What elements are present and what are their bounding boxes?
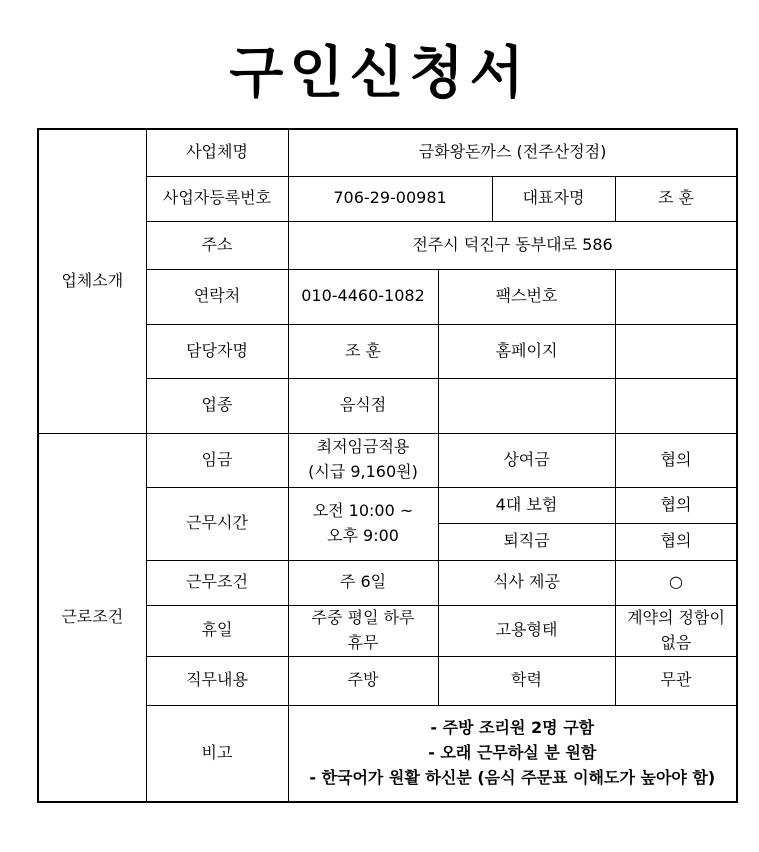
holiday-value: 주중 평일 하루 휴무	[288, 605, 438, 656]
severance-value: 협의	[615, 523, 737, 560]
hours-value: 오전 10:00 ~ 오후 9:00	[288, 487, 438, 560]
wage-label: 임금	[146, 433, 288, 487]
fax-label: 팩스번호	[438, 269, 615, 324]
empty-cell	[615, 378, 737, 433]
page-title: 구인신청서	[229, 40, 530, 106]
duty-value: 주방	[288, 656, 438, 705]
industry-value: 음식점	[288, 378, 438, 433]
employment-type-label: 고용형태	[438, 605, 615, 656]
reg-no-value: 706-29-00981	[288, 176, 492, 221]
remark-item: - 한국어가 원활 하신분 (음식 주문표 이해도가 높아야 함)	[309, 767, 716, 787]
conditions-section-label: 근로조건	[38, 433, 146, 802]
insurance-label: 4대 보험	[438, 487, 615, 523]
education-value: 무관	[615, 656, 737, 705]
empty-cell	[438, 378, 615, 433]
work-terms-value: 주 6일	[288, 560, 438, 605]
address-value: 전주시 덕진구 동부대로 586	[288, 221, 737, 269]
wage-value: 최저임금적용 (시급 9,160원)	[288, 433, 438, 487]
remarks-section-label: 비고	[146, 705, 288, 802]
bonus-value: 협의	[615, 433, 737, 487]
manager-value: 조 훈	[288, 324, 438, 378]
business-name-value: 금화왕돈까스 (전주산정점)	[288, 129, 737, 176]
bonus-label: 상여금	[438, 433, 615, 487]
homepage-label: 홈페이지	[438, 324, 615, 378]
duty-label: 직무내용	[146, 656, 288, 705]
remark-item: - 오래 근무하실 분 원함	[428, 742, 597, 762]
business-name-label: 사업체명	[146, 129, 288, 176]
work-terms-label: 근무조건	[146, 560, 288, 605]
employment-type-value: 계약의 정함이 없음	[615, 605, 737, 656]
reg-no-label: 사업자등록번호	[146, 176, 288, 221]
education-label: 학력	[438, 656, 615, 705]
industry-label: 업종	[146, 378, 288, 433]
remarks-notes	[288, 705, 737, 802]
manager-label: 담당자명	[146, 324, 288, 378]
remark-item: - 주방 조리원 2명 구함	[430, 718, 595, 738]
address-label: 주소	[146, 221, 288, 269]
meal-value: ○	[615, 560, 737, 605]
ceo-value: 조 훈	[615, 176, 737, 221]
meal-label: 식사 제공	[438, 560, 615, 605]
fax-value	[615, 269, 737, 324]
insurance-value: 협의	[615, 487, 737, 523]
severance-label: 퇴직금	[438, 523, 615, 560]
contact-label: 연락처	[146, 269, 288, 324]
company-section-label: 업체소개	[38, 129, 146, 433]
job-application-form	[37, 128, 738, 803]
contact-value: 010-4460-1082	[288, 269, 438, 324]
ceo-label: 대표자명	[492, 176, 615, 221]
homepage-value	[615, 324, 737, 378]
holiday-label: 휴일	[146, 605, 288, 656]
hours-label: 근무시간	[146, 487, 288, 560]
